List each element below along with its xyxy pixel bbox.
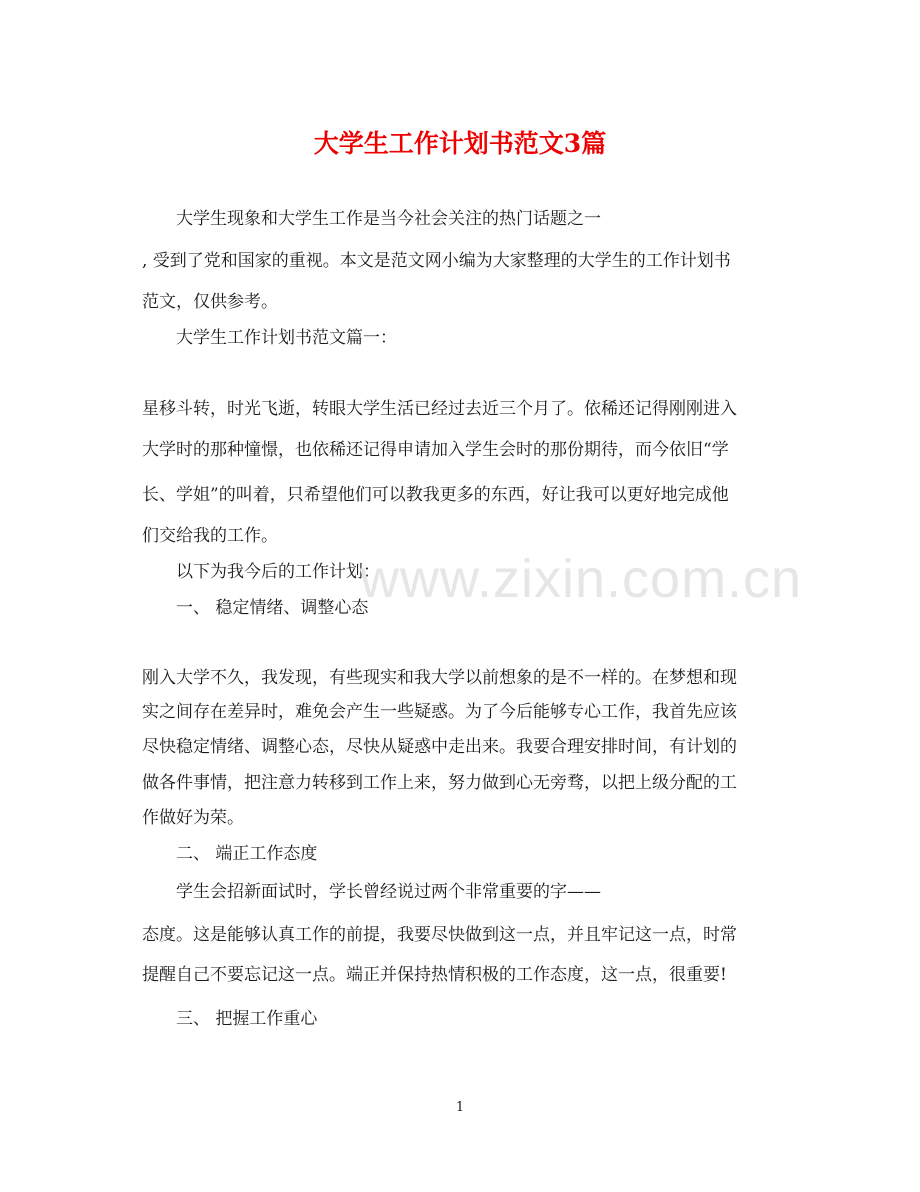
paragraph-2-line-2: 实之间存在差异时，难免会产生一些疑惑。为了今后能够专心工作，我首先应该 [142,702,737,722]
paragraph-2-line-1: 刚入大学不久，我发现，有些现实和我大学以前想象的是不一样的。在梦想和现 [142,668,737,688]
paragraph-2-line-4: 做各件事情，把注意力转移到工作上来，努力做到心无旁骛，以把上级分配的工 [142,773,737,793]
page-number: 1 [455,1100,465,1115]
paragraph-2-line-3: 尽快稳定情绪、调整心态，尽快从疑惑中走出来。我要合理安排时间，有计划的 [142,737,737,757]
intro-line-1: 大学生现象和大学生工作是当今社会关注的热门话题之一 [176,209,601,229]
plan-intro: 以下为我今后的工作计划： [176,562,380,582]
document-title: 大学生工作计划书范文3篇 [313,129,607,158]
paragraph-3-line-2: 态度。这是能够认真工作的前提，我要尽快做到这一点，并且牢记这一点，时常 [142,925,737,945]
intro-line-3: 范文，仅供参考。 [142,292,278,312]
paragraph-3-line-3: 提醒自己不要忘记这一点。端正并保持热情积极的工作态度，这一点，很重要! [142,965,727,985]
paragraph-1-line-1: 星移斗转，时光飞逝，转眼大学生活已经过去近三个月了。依稀还记得刚刚进入 [142,399,737,419]
subheading-2: 二、 端正工作态度 [176,844,318,864]
section-heading-part-one: 大学生工作计划书范文篇一： [176,328,397,348]
paragraph-1-line-3: 长、学姐”的叫着，只希望他们可以教我更多的东西，好让我可以更好地完成他 [142,485,729,505]
paragraph-3-line-1: 学生会招新面试时，学长曾经说过两个非常重要的字—— [176,882,601,902]
paragraph-1-line-2: 大学时的那种憧憬，也依稀还记得申请加入学生会时的那份期待，而今依旧“学 [142,440,729,460]
subheading-3: 三、 把握工作重心 [176,1009,318,1029]
intro-line-2: , 受到了党和国家的重视。本文是范文网小编为大家整理的大学生的工作计划书 [142,251,731,271]
subheading-1: 一、 稳定情绪、调整心态 [176,598,369,618]
watermark-text: www.zixin.com.cn [360,549,803,609]
paragraph-1-line-4: 们交给我的工作。 [142,526,278,546]
paragraph-2-line-5: 作做好为荣。 [142,808,244,828]
